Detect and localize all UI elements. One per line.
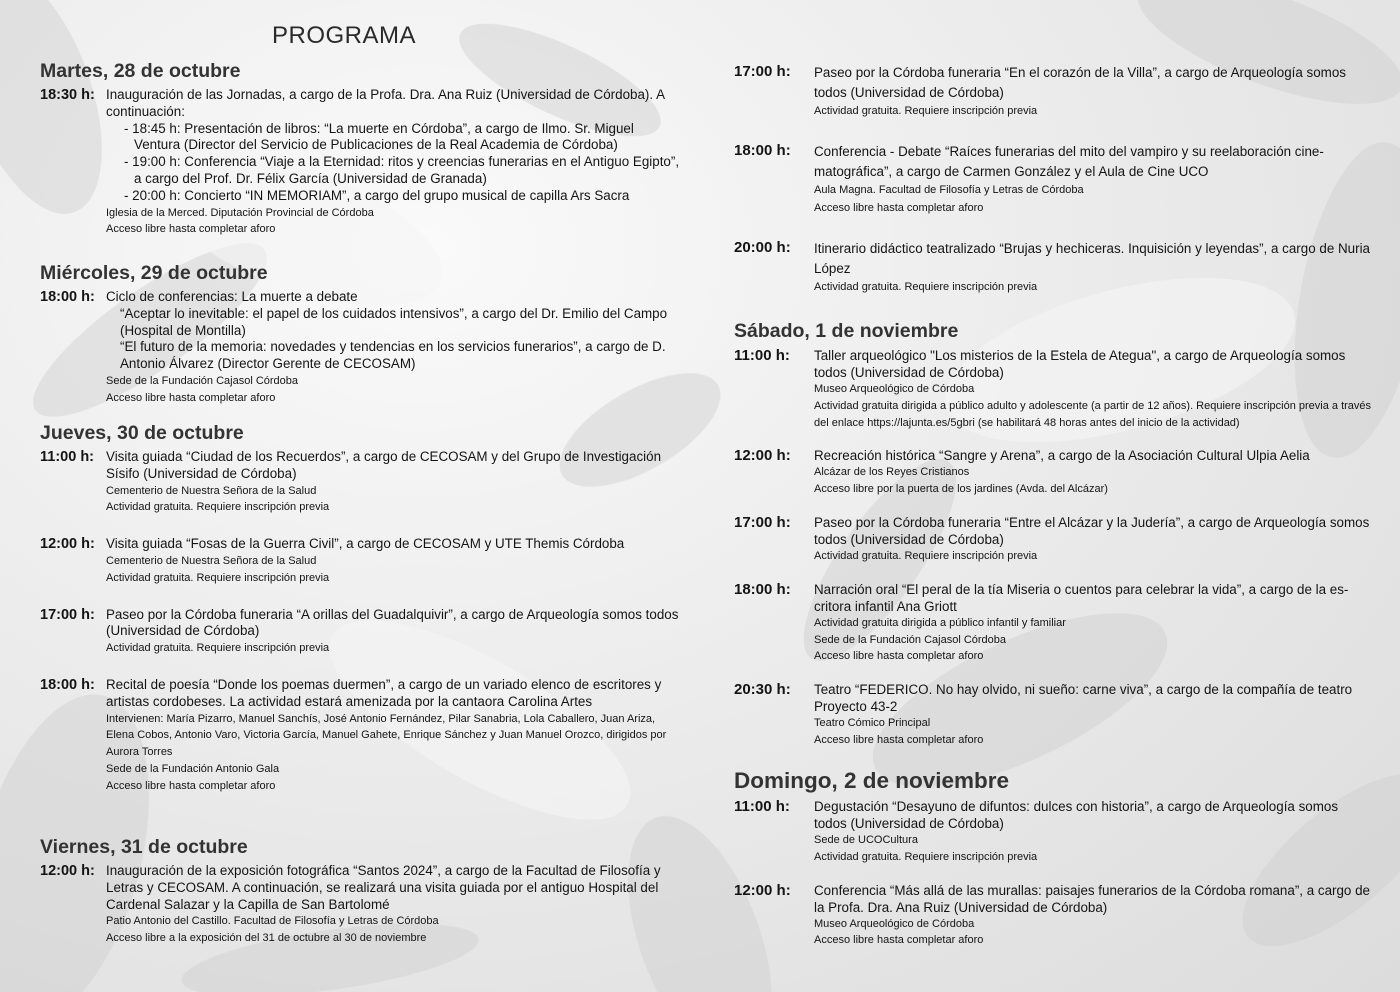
event-time: 18:00 h: [734, 142, 791, 159]
day-domingo [734, 768, 1374, 965]
event [734, 681, 1374, 749]
day-martes [40, 60, 680, 250]
event [734, 239, 1374, 296]
event-venue: Sede de UCOCultura [814, 834, 918, 846]
event-access: Actividad gratuita. Requiere inscripción previa [106, 642, 330, 655]
event [40, 87, 680, 238]
event-access: Actividad gratuita. Requiere inscripción previa [814, 281, 1038, 293]
event-venue: Alcázar de los Reyes Cristianos [814, 466, 970, 479]
event [734, 581, 1374, 665]
event-access: Acceso libre por la puerta de los jardines (Avda. del Alcázar) [814, 483, 1108, 496]
event-time: 18:00 h: [40, 289, 95, 305]
event-venue: Teatro Cómico Principal [814, 717, 931, 730]
event-access: Acceso libre hasta completar aforo [106, 223, 276, 236]
event [40, 536, 680, 586]
event-time: 12:00 h: [734, 447, 791, 465]
event-description: Paseo por la Córdoba funeraria “En el corazón de la Villa”, a cargo de Arqueología somos todos (Universidad de Córdoba) [814, 65, 1346, 100]
event-access: Acceso libre a la exposición del 31 de octubre al 30 de noviembre [106, 932, 427, 945]
event-access: Acceso libre hasta completar aforo [106, 779, 276, 792]
day-title: Sábado, 1 de noviembre [734, 320, 959, 342]
day-title: Domingo, 2 de noviembre [734, 768, 1010, 793]
event [40, 863, 680, 947]
event-description: Conferencia “Más allá de las murallas: paisajes funerarios de la Córdoba romana”, a cargo de la Profa. Dra. Ana Ruiz (Universidad de Córdoba) [814, 882, 1370, 915]
event-access: Acceso libre hasta completar aforo [814, 202, 984, 214]
event-sub-item: - 20:00 h: Concierto “IN MEMORIAM”, a cargo del grupo musical de capilla Ars Sacra [124, 187, 630, 203]
event-time: 18:00 h: [734, 580, 791, 598]
event-access: Actividad gratuita. Requiere inscripción previa [106, 571, 330, 584]
event-access: Actividad gratuita. Requiere inscripción previa [814, 105, 1038, 117]
event-access: Acceso libre hasta completar aforo [814, 934, 984, 947]
event [734, 142, 1374, 217]
event-description: Conferencia - Debate “Raíces funerarias del mito del vampiro y su reelaboración cine-matográfica”, a cargo de Carmen González y el Aula de Cine UCO [814, 144, 1324, 179]
event-time: 20:00 h: [734, 239, 791, 256]
day-jueves [40, 422, 680, 807]
day-title: Martes, 28 de octubre [40, 60, 241, 82]
event-sub-item: - 19:00 h: Conferencia “Viaje a la Eternidad: ritos y creencias funerarias en el Antiguo Egipto”, a cargo del Prof. Dr. Félix García (Universidad de Granada) [124, 154, 680, 186]
event-venue: Museo Arqueológico de Córdoba [814, 917, 975, 930]
day-viernes [40, 836, 680, 959]
event-access: Actividad gratuita dirigida a público adulto y adolescente (a partir de 12 años). Requiere inscripción previa a través del enlace https://lajunta.es/5gbri (se habilitará 48 horas antes del inicio de la actividad) [814, 399, 1372, 429]
event-description: Degustación “Desayuno de difuntos: dulces con historia”, a cargo de Arqueología somos todos (Universidad de Córdoba) [814, 799, 1339, 831]
event-description: Inauguración de las Jornadas, a cargo de la Profa. Dra. Ana Ruiz (Universidad de Córdoba). A continuación: [106, 87, 665, 119]
event-participants: Intervienen: María Pizarro, Manuel Sanchís, José Antonio Fernández, Pilar Sanabria, Lola Caballero, Juan Ariza, Elena Cobos, Antonio Varo, Victoria García, Manuel Gahete, Enrique Sánchez y Juan Manuel Orozco, dirigidos por Aurora Torres [106, 712, 667, 759]
event-time: 17:00 h: [734, 63, 791, 80]
event-time: 12:00 h: [40, 536, 95, 553]
event-venue: Sede de la Fundación Cajasol Córdoba [106, 374, 299, 387]
day-viernes-continued [734, 63, 1374, 312]
event-description: Visita guiada “Fosas de la Guerra Civil”, a cargo de CECOSAM y UTE Themis Córdoba [106, 536, 625, 552]
event-venue: Aula Magna. Facultad de Filosofía y Letras de Córdoba [814, 184, 1084, 196]
event-description: Inauguración de la exposición fotográfica “Santos 2024”, a cargo de la Facultad de Filosofía y Letras y CECOSAM. A continuación, se realizará una visita guiada por el antiguo Hospital del Cardenal Salazar y la Capilla de San Bartolomé [106, 863, 661, 912]
page-title: PROGRAMA [272, 22, 417, 49]
event-description: Recital de poesía “Donde los poemas duermen”, a cargo de un variado elenco de escritores y artistas cordobeses. La actividad estará amenizada por la cantaora Carolina Artes [106, 676, 662, 709]
event-time: 17:00 h: [40, 606, 95, 623]
event-venue: Sede de la Fundación Antonio Gala [106, 762, 280, 775]
event-venue: Sede de la Fundación Cajasol Córdoba [814, 633, 1007, 646]
day-title: Jueves, 30 de octubre [40, 422, 244, 444]
event-description: Taller arqueológico "Los misterios de la Estela de Ategua", a cargo de Arqueología somos todos (Universidad de Córdoba) [814, 348, 1346, 380]
event-time: 18:30 h: [40, 87, 95, 103]
event-venue: Cementerio de Nuestra Señora de la Salud [106, 554, 317, 567]
event [40, 607, 680, 657]
day-sabado [734, 320, 1374, 765]
event [40, 289, 680, 407]
event [734, 447, 1374, 498]
event-description: Recreación histórica “Sangre y Arena”, a cargo de la Asociación Cultural Ulpia Aelia [814, 448, 1310, 464]
event-time: 11:00 h: [734, 347, 790, 364]
event-time: 11:00 h: [734, 798, 790, 815]
day-title: Miércoles, 29 de octubre [40, 262, 268, 284]
event-description: Paseo por la Córdoba funeraria “Entre el Alcázar y la Judería”, a cargo de Arqueología somos todos (Universidad de Córdoba) [814, 514, 1370, 547]
event [734, 514, 1374, 565]
event-access: Actividad gratuita. Requiere inscripción previa [106, 501, 330, 514]
day-title: Viernes, 31 de octubre [40, 836, 248, 858]
event [734, 798, 1374, 866]
event [40, 677, 680, 795]
event-description: Paseo por la Córdoba funeraria “A orillas del Guadalquivir”, a cargo de Arqueología somos todos (Universidad de Córdoba) [106, 606, 679, 639]
event-time: 12:00 h: [734, 881, 791, 899]
day-miercoles [40, 262, 680, 419]
event-venue: Patio Antonio del Castillo. Facultad de Filosofía y Letras de Córdoba [106, 915, 439, 928]
event [40, 449, 680, 516]
event-description: Narración oral “El peral de la tía Miseria o cuentos para celebrar la vida”, a cargo de la es-critora infantil Ana Griott [814, 581, 1349, 614]
event-audience: Actividad gratuita dirigida a público infantil y familiar [814, 616, 1066, 629]
event [734, 63, 1374, 120]
event-access: Acceso libre hasta completar aforo [814, 733, 984, 746]
event-time: 20:30 h: [734, 681, 791, 699]
event-time: 12:00 h: [40, 863, 95, 879]
event [734, 347, 1374, 431]
event-access: Actividad gratuita. Requiere inscripción previa [814, 850, 1038, 863]
event [734, 882, 1374, 950]
event-sub-item: “Aceptar lo inevitable: el papel de los cuidados intensivos”, a cargo del Dr. Emilio del Campo (Hospital de Montilla) [120, 305, 668, 338]
event-description: Itinerario didáctico teatralizado “Brujas y hechiceras. Inquisición y leyendas”, a cargo de Nuria López [814, 241, 1370, 276]
event-time: 18:00 h: [40, 676, 95, 693]
event-sub-item: “El futuro de la memoria: novedades y tendencias en los servicios funerarios”, a cargo de D. Antonio Álvarez (Director Gerente de CECOSAM) [120, 339, 666, 372]
event-sub-item: - 18:45 h: Presentación de libros: “La muerte en Córdoba”, a cargo de Ilmo. Sr. Miguel Ventura (Director del Servicio de Publicaciones de la Real Academia de Córdoba) [124, 120, 634, 153]
event-description: Ciclo de conferencias: La muerte a debate [106, 289, 358, 304]
event-access: Acceso libre hasta completar aforo [106, 391, 276, 404]
event-time: 11:00 h: [40, 449, 94, 465]
event-venue: Museo Arqueológico de Córdoba [814, 383, 975, 395]
event-venue: Cementerio de Nuestra Señora de la Salud [106, 484, 317, 497]
event-time: 17:00 h: [734, 513, 791, 531]
event-venue: Iglesia de la Merced. Diputación Provincial de Córdoba [106, 206, 374, 219]
event-description: Visita guiada “Ciudad de los Recuerdos”, a cargo de CECOSAM y del Grupo de Investigación Sísifo (Universidad de Córdoba) [106, 449, 662, 481]
event-access: Acceso libre hasta completar aforo [814, 650, 984, 663]
event-access: Actividad gratuita. Requiere inscripción previa [814, 549, 1038, 562]
event-description: Teatro “FEDERICO. No hay olvido, ni sueño: carne viva”, a cargo de la compañía de teatro Proyecto 43-2 [814, 682, 1353, 715]
